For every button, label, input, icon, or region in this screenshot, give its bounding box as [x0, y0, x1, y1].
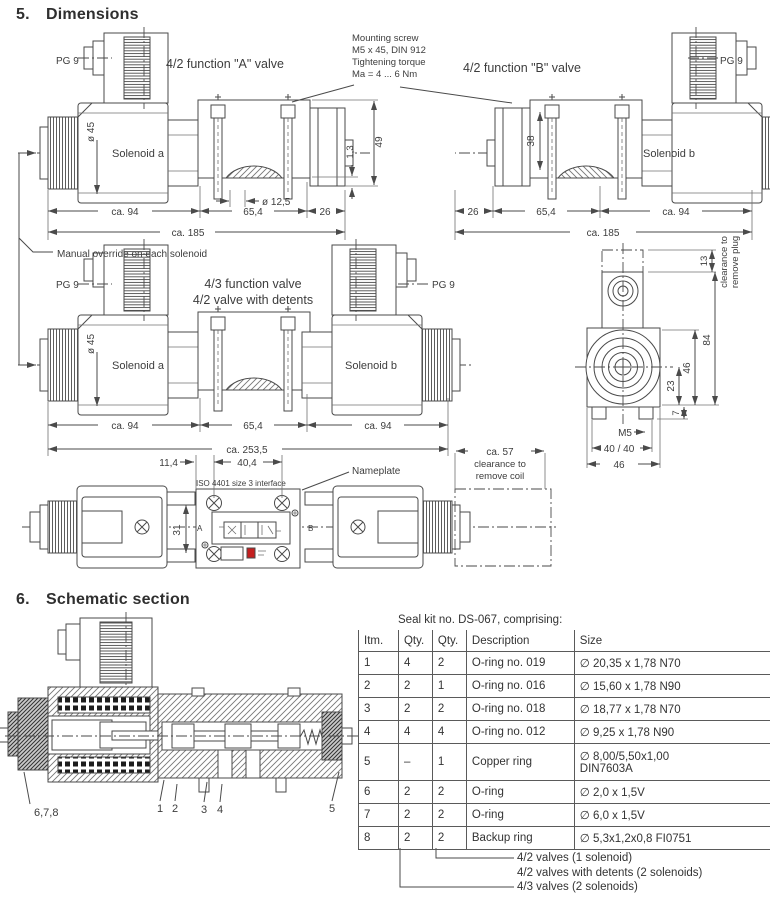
pg9-label-m-left: PG 9 [56, 280, 79, 291]
ca94-label-m2: ca. 94 [364, 421, 392, 432]
ca2535-label: ca. 253,5 [226, 445, 268, 456]
ca185-label-a: ca. 185 [171, 228, 205, 239]
section-6-title: Schematic section [46, 591, 190, 608]
size-line2: DIN7603A [579, 763, 633, 775]
l26-label-a: 26 [319, 207, 331, 218]
mounting-note-line3: Tightening torque [352, 57, 426, 68]
pg9-label-a: PG 9 [56, 56, 79, 67]
ca94-label-b: ca. 94 [662, 207, 690, 218]
c7-label: 7 [671, 410, 682, 416]
pg9-label-m-right: PG 9 [432, 280, 455, 291]
l26-label-b: 26 [467, 207, 479, 218]
col-size: Size [574, 630, 770, 652]
section-5-heading [16, 6, 139, 24]
table-row: 5 – 1 Copper ring ∅ 8,00/5,50x1,00 DIN7603A [359, 744, 770, 781]
valve-b-title: 4/2 function "B" valve [463, 61, 581, 75]
callout-4: 4 [217, 804, 224, 816]
clearance-coil-label-2: remove coil [475, 471, 525, 482]
solenoid-a-label: Solenoid a [112, 148, 164, 160]
table-row: 2 2 1 O-ring no. 016 ∅ 15,60 x 1,78 N90 [359, 675, 770, 698]
manual-override-label: Manual override on each solenoid [57, 249, 208, 260]
d31-label: 31 [172, 524, 183, 536]
callout-2: 2 [172, 803, 179, 815]
table-row: 6 2 2 O-ring ∅ 2,0 x 1,5V [359, 781, 770, 804]
l654-label-a: 65,4 [243, 207, 263, 218]
valve-43-title-2: 4/2 valve with detents [192, 293, 314, 307]
callout-5: 5 [329, 803, 336, 815]
c84-label: 84 [702, 334, 713, 346]
callout-1: 1 [157, 803, 164, 815]
valve-a-title: 4/2 function "A" valve [166, 57, 284, 71]
section-6-number: 6. [16, 591, 30, 608]
ca57-label: ca. 57 [486, 447, 514, 458]
table-row: 8 2 2 Backup ring ∅ 5,3x1,2x0,8 FI0751 [359, 827, 770, 850]
ca185-label-b: ca. 185 [586, 228, 620, 239]
clearance-coil-label-1: clearance to [474, 459, 526, 470]
m5-label: M5 [618, 428, 632, 439]
footnote-43-valves: 4/3 valves (2 solenoids) [517, 881, 638, 893]
size-line1: ∅ 8,00/5,50x1,00 [579, 751, 670, 763]
nameplate-label: Nameplate [352, 466, 401, 477]
dia45-label-m: ø 45 [86, 333, 97, 355]
section-5-number: 5. [16, 6, 30, 23]
mounting-screw-note [352, 33, 426, 81]
col-itm: Itm. [359, 630, 399, 652]
footnote-connectors [400, 848, 514, 887]
d404-label: 40,4 [237, 458, 257, 469]
section-5-title: Dimensions [46, 6, 139, 23]
valve-43-drawing [18, 239, 472, 415]
dia45-label-a: ø 45 [86, 121, 97, 143]
callout-678: 6,7,8 [34, 807, 59, 819]
valve-b-drawing [455, 27, 770, 203]
d114-label: 11,4 [159, 458, 178, 469]
col-desc: Description [466, 630, 574, 652]
clearance-plug-label-1: clearance to [719, 236, 730, 288]
c13-label: 13 [699, 255, 710, 267]
callout-3: 3 [201, 804, 208, 816]
seal-kit-caption: Seal kit no. DS-067, comprising: [398, 614, 563, 626]
footnote-42-valves: 4/2 valves (1 solenoid) [517, 852, 633, 864]
l654-label-m: 65,4 [243, 421, 263, 432]
table-row: 3 2 2 O-ring no. 018 ∅ 18,77 x 1,78 N70 [359, 698, 770, 721]
valve-43-title-1: 4/3 function valve [204, 277, 302, 291]
ca94-label-m1: ca. 94 [111, 421, 139, 432]
c23-label: 23 [666, 380, 677, 392]
h38-label: 38 [526, 135, 537, 147]
h49-label: 49 [374, 136, 385, 148]
table-row: 4 4 4 O-ring no. 012 ∅ 9,25 x 1,78 N90 [359, 721, 770, 744]
dia125-label: ø 12,5 [262, 197, 291, 208]
solenoid-b-label: Solenoid b [643, 148, 695, 160]
table-row: 7 2 2 O-ring ∅ 6,0 x 1,5V [359, 804, 770, 827]
side-view-drawing [575, 243, 719, 468]
nameplate-red-mark [247, 548, 255, 558]
gap13-label: 1,3 [345, 145, 356, 159]
mounting-note-line1: Mounting screw [352, 33, 419, 44]
c46-label: 46 [682, 362, 693, 374]
pg9-label-b: PG 9 [720, 56, 743, 67]
l654-label-b: 65,4 [536, 207, 556, 218]
ca94-label-a: ca. 94 [111, 207, 139, 218]
col-qty1: Qty. [398, 630, 432, 652]
solenoid-b-label-m: Solenoid b [345, 360, 397, 372]
mounting-note-line4: Ma = 4 ... 6 Nm [352, 69, 418, 80]
section-6-heading [16, 591, 190, 609]
seal-kit-table [358, 630, 770, 850]
port-a-label: A [197, 524, 203, 533]
schematic-section-drawing [0, 612, 358, 804]
solenoid-a-label-m: Solenoid a [112, 360, 164, 372]
table-header-row [359, 630, 770, 652]
col-qty2: Qty. [432, 630, 466, 652]
footnote-42-detents: 4/2 valves with detents (2 solenoids) [517, 867, 703, 879]
iso-interface-label: ISO 4401 size 3 interface [196, 479, 286, 488]
clearance-plug-label-2: remove plug [730, 235, 741, 289]
table-row: 1 4 2 O-ring no. 019 ∅ 20,35 x 1,78 N70 [359, 652, 770, 675]
port-b-label: B [308, 524, 314, 533]
d4040-label: 40 / 40 [603, 444, 635, 455]
mounting-note-line2: M5 x 45, DIN 912 [352, 45, 426, 56]
w46-label: 46 [613, 460, 625, 471]
